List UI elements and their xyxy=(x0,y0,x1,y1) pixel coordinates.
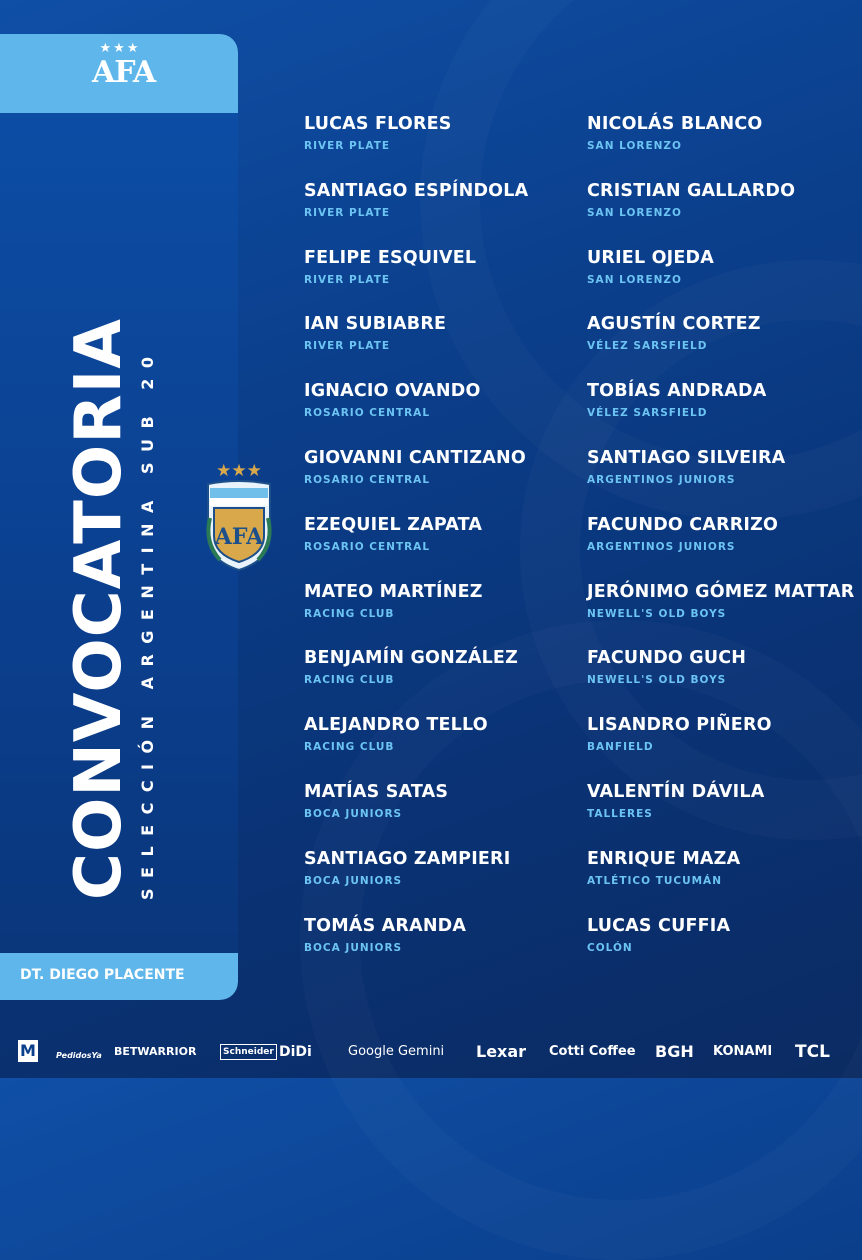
player-club: NEWELL'S OLD BOYS xyxy=(587,608,727,620)
player-entry xyxy=(587,514,778,554)
player-club: ARGENTINOS JUNIORS xyxy=(587,541,736,553)
page-subtitle: SELECCIÓN ARGENTINA SUB 20 xyxy=(138,346,157,900)
player-name: SANTIAGO ESPÍNDOLA xyxy=(304,181,529,201)
player-entry xyxy=(587,113,762,153)
player-entry xyxy=(587,781,764,821)
player-club: RACING CLUB xyxy=(304,674,395,686)
player-entry xyxy=(304,113,452,153)
player-name: ENRIQUE MAZA xyxy=(587,849,741,869)
player-entry xyxy=(304,647,518,687)
player-name: MATEO MARTÍNEZ xyxy=(304,582,483,602)
player-entry xyxy=(587,447,785,487)
cotti-logo: Cotti Coffee xyxy=(549,1044,636,1059)
player-club: SAN LORENZO xyxy=(587,207,682,219)
player-club: RIVER PLATE xyxy=(304,140,391,152)
player-club: BOCA JUNIORS xyxy=(304,942,403,954)
player-name: EZEQUIEL ZAPATA xyxy=(304,515,483,535)
player-name: LUCAS CUFFIA xyxy=(587,916,731,936)
player-entry xyxy=(304,714,488,754)
player-name: CRISTIAN GALLARDO xyxy=(587,181,796,201)
player-name: TOMÁS ARANDA xyxy=(304,916,467,936)
player-club: BOCA JUNIORS xyxy=(304,875,403,887)
player-club: ARGENTINOS JUNIORS xyxy=(587,474,736,486)
player-club: RACING CLUB xyxy=(304,741,395,753)
player-entry xyxy=(587,848,740,888)
lexar-logo: Lexar xyxy=(476,1042,527,1061)
afa-logo xyxy=(92,41,156,106)
sidebar-header xyxy=(0,34,238,113)
player-club: TALLERES xyxy=(587,808,653,820)
player-entry xyxy=(587,380,767,420)
sponsor-bar xyxy=(0,1032,862,1072)
player-name: MATÍAS SATAS xyxy=(304,782,449,802)
coach-name: DT. DIEGO PLACENTE xyxy=(20,967,185,983)
player-club: SAN LORENZO xyxy=(587,140,682,152)
player-club: NEWELL'S OLD BOYS xyxy=(587,674,727,686)
player-name: FELIPE ESQUIVEL xyxy=(304,248,477,268)
player-entry xyxy=(304,915,466,955)
player-name: URIEL OJEDA xyxy=(587,248,715,268)
crest-text: AFA xyxy=(214,524,264,550)
player-club: VÉLEZ SARSFIELD xyxy=(587,407,708,419)
player-name: IGNACIO OVANDO xyxy=(304,381,481,401)
player-entry xyxy=(587,180,795,220)
schneider-logo: Schneider xyxy=(220,1044,277,1060)
player-entry xyxy=(304,380,481,420)
player-entry xyxy=(587,647,746,687)
player-club: SAN LORENZO xyxy=(587,274,682,286)
player-club: ROSARIO CENTRAL xyxy=(304,474,431,486)
player-club: COLÓN xyxy=(587,942,633,954)
mcdonalds-logo: M xyxy=(18,1040,38,1062)
player-club: ROSARIO CENTRAL xyxy=(304,407,431,419)
bgh-logo: BGH xyxy=(655,1042,694,1061)
player-name: FACUNDO CARRIZO xyxy=(587,515,779,535)
afa-logo-text: AFA xyxy=(92,55,156,90)
coach-bar xyxy=(0,953,238,1000)
didi-logo: DiDi xyxy=(279,1044,312,1060)
player-entry xyxy=(304,313,446,353)
player-entry xyxy=(304,581,483,621)
player-entry xyxy=(587,915,730,955)
player-club: ATLÉTICO TUCUMÁN xyxy=(587,875,722,887)
player-entry xyxy=(587,247,714,287)
player-name: TOBÍAS ANDRADA xyxy=(587,381,767,401)
star-icon: ★★★ xyxy=(99,41,141,56)
player-entry xyxy=(587,313,761,353)
player-name: IAN SUBIABRE xyxy=(304,314,447,334)
player-club: BOCA JUNIORS xyxy=(304,808,403,820)
player-entry xyxy=(587,714,772,754)
player-name: AGUSTÍN CORTEZ xyxy=(587,314,761,334)
player-name: ALEJANDRO TELLO xyxy=(304,715,488,735)
player-entry xyxy=(587,581,855,621)
konami-logo: KONAMI xyxy=(713,1044,773,1059)
player-name: LISANDRO PIÑERO xyxy=(587,715,772,735)
player-entry xyxy=(304,781,448,821)
player-club: BANFIELD xyxy=(587,741,654,753)
player-entry xyxy=(304,848,510,888)
player-name: JERÓNIMO GÓMEZ MATTAR xyxy=(587,582,855,602)
player-name: GIOVANNI CANTIZANO xyxy=(304,448,526,468)
player-club: RIVER PLATE xyxy=(304,274,391,286)
player-entry xyxy=(304,447,526,487)
player-name: BENJAMÍN GONZÁLEZ xyxy=(304,648,518,668)
player-club: RACING CLUB xyxy=(304,608,395,620)
player-name: VALENTÍN DÁVILA xyxy=(587,782,765,802)
player-name: SANTIAGO ZAMPIERI xyxy=(304,849,511,869)
player-club: RIVER PLATE xyxy=(304,207,391,219)
player-entry xyxy=(304,180,528,220)
player-club: VÉLEZ SARSFIELD xyxy=(587,340,708,352)
tcl-logo: TCL xyxy=(795,1042,830,1062)
page-title: CONVOCATORIA xyxy=(62,318,136,900)
player-club: RIVER PLATE xyxy=(304,340,391,352)
betwarrior-logo: BETWARRIOR xyxy=(114,1045,197,1058)
player-name: NICOLÁS BLANCO xyxy=(587,114,763,134)
player-entry xyxy=(304,514,482,554)
player-name: SANTIAGO SILVEIRA xyxy=(587,448,786,468)
player-entry xyxy=(304,247,476,287)
player-club: ROSARIO CENTRAL xyxy=(304,541,431,553)
crest-stars: ★★★ xyxy=(216,461,262,481)
player-name: FACUNDO GUCH xyxy=(587,648,747,668)
pedidosya-logo: PedidosYa xyxy=(56,1051,102,1060)
afa-crest-icon xyxy=(200,458,278,576)
gemini-logo: Google Gemini xyxy=(348,1044,445,1059)
player-name: LUCAS FLORES xyxy=(304,114,452,134)
